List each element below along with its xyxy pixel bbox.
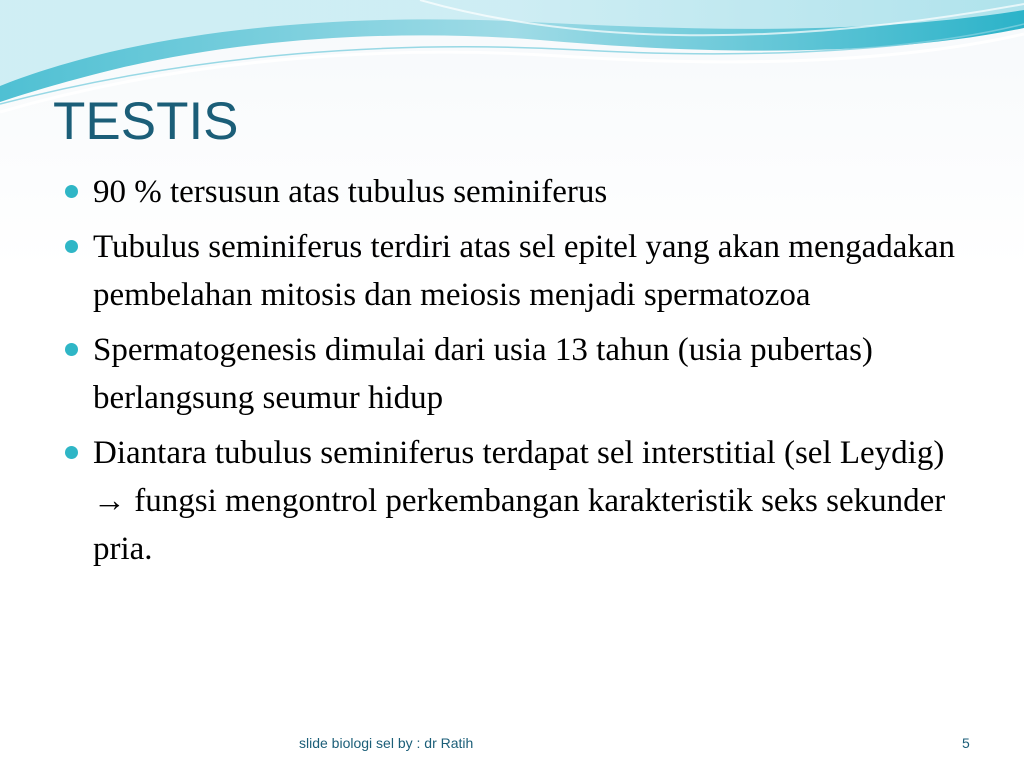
- footer-caption: slide biologi sel by : dr Ratih: [299, 735, 474, 751]
- bullet-dot-icon: [65, 446, 78, 459]
- bullet-item: [62, 429, 962, 573]
- bullet-item: [62, 326, 962, 422]
- bullet-dot-icon: [65, 240, 78, 253]
- bullet-text: Spermatogenesis dimulai dari usia 13 tahun (usia pubertas) berlangsung seumur hidup: [93, 332, 873, 416]
- bullet-dot-icon: [65, 343, 78, 356]
- bullet-text: Tubulus seminiferus terdiri atas sel epitel yang akan mengadakan pembelahan mitosis dan meiosis menjadi spermatozoa: [93, 229, 956, 313]
- page-number: 5: [962, 735, 970, 751]
- bullet-list: [62, 168, 962, 580]
- bullet-dot-icon: [65, 185, 78, 198]
- bullet-text: 90 % tersusun atas tubulus seminiferus: [93, 174, 608, 210]
- bullet-text: Diantara tubulus seminiferus terdapat sel interstitial (sel Leydig) → fungsi mengontrol perkembangan karakteristik seks sekunder pria.: [93, 435, 946, 567]
- slide-title: TESTIS: [53, 92, 239, 151]
- bullet-item: [62, 168, 962, 216]
- bullet-item: [62, 223, 962, 319]
